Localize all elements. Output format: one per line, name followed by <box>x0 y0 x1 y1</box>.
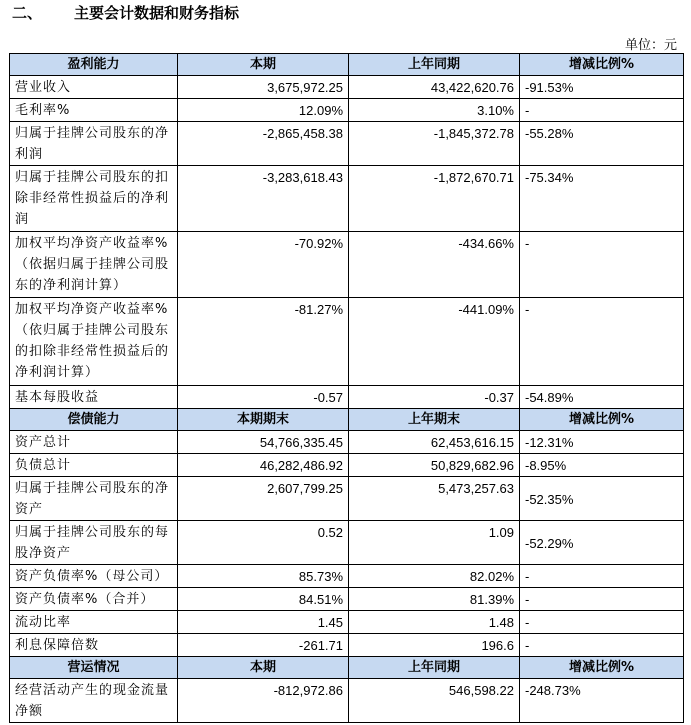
table-row <box>10 166 684 232</box>
table-row <box>10 565 684 588</box>
table-row <box>10 232 684 298</box>
current-value: 54,766,335.45 <box>178 431 349 454</box>
change-value: - <box>520 298 684 386</box>
change-value: - <box>520 99 684 122</box>
current-value: -812,972.86 <box>178 679 349 723</box>
section-number: 二、 <box>12 4 43 22</box>
row-label: 毛利率% <box>10 99 178 122</box>
section-header-profitability <box>10 54 684 76</box>
section-header-operations <box>10 657 684 679</box>
row-label: 加权平均净资产收益率%（依据归属于挂牌公司股东的净利润计算） <box>10 232 178 298</box>
change-value: - <box>520 232 684 298</box>
table-row <box>10 122 684 166</box>
current-value: 1.45 <box>178 611 349 634</box>
row-label: 营业收入 <box>10 76 178 99</box>
row-label: 基本每股收益 <box>10 386 178 409</box>
change-value: - <box>520 565 684 588</box>
table-row <box>10 454 684 477</box>
prior-value: -441.09% <box>349 298 520 386</box>
change-value: -54.89% <box>520 386 684 409</box>
prior-value: 1.09 <box>349 521 520 565</box>
change-value: - <box>520 611 684 634</box>
table-row <box>10 611 684 634</box>
header-cell: 上年同期 <box>349 657 520 679</box>
current-value: -81.27% <box>178 298 349 386</box>
prior-value: 82.02% <box>349 565 520 588</box>
current-value: -261.71 <box>178 634 349 657</box>
financial-indicators-table <box>9 53 684 723</box>
change-value: -52.35% <box>520 477 684 521</box>
row-label: 归属于挂牌公司股东的净资产 <box>10 477 178 521</box>
unit-label: 单位：元 <box>624 38 677 53</box>
prior-value: 81.39% <box>349 588 520 611</box>
change-value: -8.95% <box>520 454 684 477</box>
table-row <box>10 679 684 723</box>
current-value: -70.92% <box>178 232 349 298</box>
prior-value: 5,473,257.63 <box>349 477 520 521</box>
header-cell: 盈利能力 <box>10 54 178 76</box>
current-value: 3,675,972.25 <box>178 76 349 99</box>
row-label: 资产负债率%（合并） <box>10 588 178 611</box>
header-cell: 本期 <box>178 657 349 679</box>
header-cell: 营运情况 <box>10 657 178 679</box>
header-cell: 偿债能力 <box>10 409 178 431</box>
table-row <box>10 99 684 122</box>
current-value: 0.52 <box>178 521 349 565</box>
prior-value: -434.66% <box>349 232 520 298</box>
row-label: 资产总计 <box>10 431 178 454</box>
row-label: 归属于挂牌公司股东的每股净资产 <box>10 521 178 565</box>
row-label: 负债总计 <box>10 454 178 477</box>
current-value: 46,282,486.92 <box>178 454 349 477</box>
prior-value: -1,872,670.71 <box>349 166 520 232</box>
current-value: 12.09% <box>178 99 349 122</box>
change-value: -248.73% <box>520 679 684 723</box>
row-label: 资产负债率%（母公司） <box>10 565 178 588</box>
current-value: 2,607,799.25 <box>178 477 349 521</box>
prior-value: 1.48 <box>349 611 520 634</box>
header-cell: 本期 <box>178 54 349 76</box>
change-value: -55.28% <box>520 122 684 166</box>
table-row <box>10 76 684 99</box>
table-row <box>10 386 684 409</box>
prior-value: 43,422,620.76 <box>349 76 520 99</box>
header-cell: 上年同期 <box>349 54 520 76</box>
current-value: -2,865,458.38 <box>178 122 349 166</box>
header-cell: 上年期末 <box>349 409 520 431</box>
prior-value: 62,453,616.15 <box>349 431 520 454</box>
prior-value: 50,829,682.96 <box>349 454 520 477</box>
prior-value: 546,598.22 <box>349 679 520 723</box>
table-row <box>10 588 684 611</box>
table-row <box>10 634 684 657</box>
row-label: 归属于挂牌公司股东的净利润 <box>10 122 178 166</box>
table-row <box>10 298 684 386</box>
current-value: 84.51% <box>178 588 349 611</box>
row-label: 归属于挂牌公司股东的扣除非经常性损益后的净利润 <box>10 166 178 232</box>
current-value: -3,283,618.43 <box>178 166 349 232</box>
table-row <box>10 477 684 521</box>
header-cell: 增减比例% <box>520 657 684 679</box>
current-value: 85.73% <box>178 565 349 588</box>
table-row <box>10 521 684 565</box>
prior-value: 196.6 <box>349 634 520 657</box>
change-value: -52.29% <box>520 521 684 565</box>
header-cell: 增减比例% <box>520 54 684 76</box>
section-header-solvency <box>10 409 684 431</box>
row-label: 利息保障倍数 <box>10 634 178 657</box>
change-value: -12.31% <box>520 431 684 454</box>
change-value: -75.34% <box>520 166 684 232</box>
header-cell: 增减比例% <box>520 409 684 431</box>
prior-value: 3.10% <box>349 99 520 122</box>
change-value: - <box>520 588 684 611</box>
row-label: 流动比率 <box>10 611 178 634</box>
table-row <box>10 431 684 454</box>
header-cell: 本期期末 <box>178 409 349 431</box>
row-label: 加权平均净资产收益率%（依归属于挂牌公司股东的扣除非经常性损益后的净利润计算） <box>10 298 178 386</box>
prior-value: -1,845,372.78 <box>349 122 520 166</box>
current-value: -0.57 <box>178 386 349 409</box>
change-value: -91.53% <box>520 76 684 99</box>
prior-value: -0.37 <box>349 386 520 409</box>
row-label: 经营活动产生的现金流量净额 <box>10 679 178 723</box>
change-value: - <box>520 634 684 657</box>
section-title: 主要会计数据和财务指标 <box>74 4 240 22</box>
section-heading <box>12 2 239 23</box>
